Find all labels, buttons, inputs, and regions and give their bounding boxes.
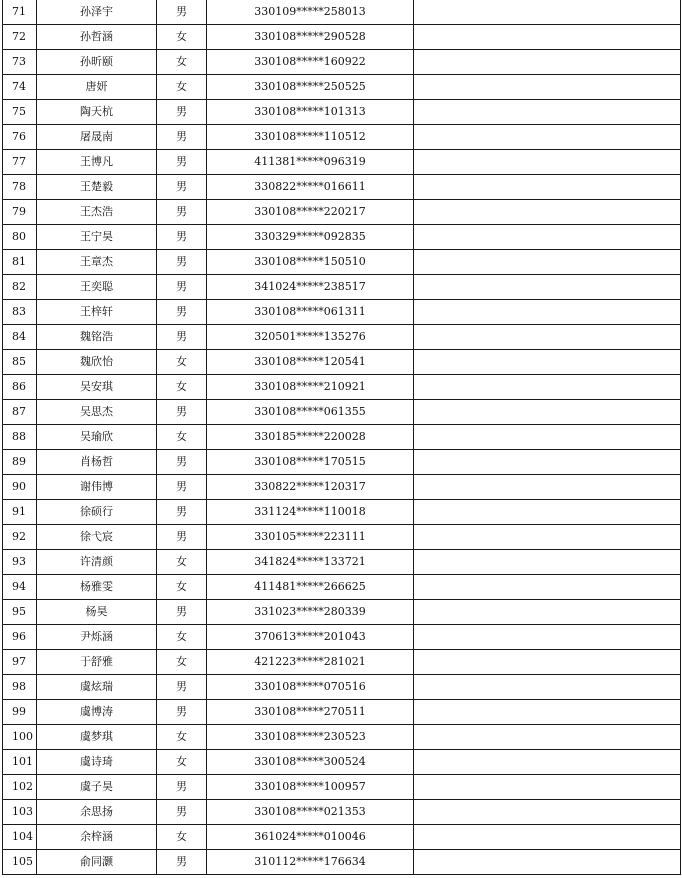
cell-remark — [414, 525, 681, 550]
cell-gender: 男 — [157, 125, 207, 150]
cell-id-number: 330108*****290528 — [207, 25, 414, 50]
roster-table-body — [3, 0, 681, 875]
cell-gender: 男 — [157, 675, 207, 700]
cell-name: 吴安琪 — [37, 375, 157, 400]
cell-number: 98 — [3, 675, 37, 700]
cell-id-number: 330329*****092835 — [207, 225, 414, 250]
cell-remark — [414, 775, 681, 800]
cell-id-number: 361024*****010046 — [207, 825, 414, 850]
table-row — [3, 375, 681, 400]
table-row — [3, 650, 681, 675]
table-row — [3, 400, 681, 425]
cell-remark — [414, 575, 681, 600]
cell-number: 73 — [3, 50, 37, 75]
cell-id-number: 330108*****250525 — [207, 75, 414, 100]
cell-gender: 女 — [157, 650, 207, 675]
cell-number: 93 — [3, 550, 37, 575]
table-row — [3, 100, 681, 125]
table-row — [3, 600, 681, 625]
cell-gender: 女 — [157, 625, 207, 650]
cell-number: 97 — [3, 650, 37, 675]
cell-id-number: 330108*****150510 — [207, 250, 414, 275]
cell-gender: 男 — [157, 600, 207, 625]
cell-gender: 男 — [157, 0, 207, 25]
table-row — [3, 250, 681, 275]
cell-name: 杨雅雯 — [37, 575, 157, 600]
cell-number: 76 — [3, 125, 37, 150]
cell-name: 魏欣怡 — [37, 350, 157, 375]
roster-table — [2, 0, 681, 875]
cell-id-number: 411481*****266625 — [207, 575, 414, 600]
table-row — [3, 725, 681, 750]
cell-gender: 女 — [157, 375, 207, 400]
cell-gender: 男 — [157, 225, 207, 250]
cell-number: 75 — [3, 100, 37, 125]
cell-remark — [414, 450, 681, 475]
cell-gender: 女 — [157, 425, 207, 450]
cell-number: 71 — [3, 0, 37, 25]
table-row — [3, 425, 681, 450]
table-row — [3, 550, 681, 575]
cell-id-number: 330109*****258013 — [207, 0, 414, 25]
cell-remark — [414, 0, 681, 25]
cell-number: 103 — [3, 800, 37, 825]
cell-id-number: 330822*****016611 — [207, 175, 414, 200]
cell-id-number: 330108*****120541 — [207, 350, 414, 375]
cell-remark — [414, 375, 681, 400]
cell-remark — [414, 500, 681, 525]
cell-remark — [414, 25, 681, 50]
cell-remark — [414, 150, 681, 175]
table-row — [3, 850, 681, 875]
cell-name: 吴思杰 — [37, 400, 157, 425]
cell-remark — [414, 725, 681, 750]
cell-number: 105 — [3, 850, 37, 875]
cell-remark — [414, 850, 681, 875]
cell-remark — [414, 600, 681, 625]
cell-name: 于舒雅 — [37, 650, 157, 675]
cell-name: 孙哲涵 — [37, 25, 157, 50]
cell-gender: 女 — [157, 75, 207, 100]
table-row — [3, 525, 681, 550]
cell-number: 85 — [3, 350, 37, 375]
cell-remark — [414, 200, 681, 225]
cell-id-number: 330108*****220217 — [207, 200, 414, 225]
cell-gender: 男 — [157, 500, 207, 525]
cell-id-number: 331023*****280339 — [207, 600, 414, 625]
cell-remark — [414, 550, 681, 575]
cell-remark — [414, 800, 681, 825]
cell-id-number: 330108*****270511 — [207, 700, 414, 725]
table-row — [3, 350, 681, 375]
cell-name: 虞博涛 — [37, 700, 157, 725]
cell-remark — [414, 475, 681, 500]
cell-id-number: 330108*****210921 — [207, 375, 414, 400]
cell-id-number: 330108*****070516 — [207, 675, 414, 700]
cell-remark — [414, 700, 681, 725]
cell-gender: 男 — [157, 100, 207, 125]
cell-id-number: 320501*****135276 — [207, 325, 414, 350]
cell-number: 102 — [3, 775, 37, 800]
cell-name: 王杰浩 — [37, 200, 157, 225]
cell-number: 90 — [3, 475, 37, 500]
table-row — [3, 25, 681, 50]
cell-name: 魏铭浩 — [37, 325, 157, 350]
cell-number: 91 — [3, 500, 37, 525]
table-row — [3, 825, 681, 850]
cell-id-number: 330185*****220028 — [207, 425, 414, 450]
cell-remark — [414, 400, 681, 425]
cell-gender: 男 — [157, 275, 207, 300]
cell-id-number: 331124*****110018 — [207, 500, 414, 525]
cell-id-number: 330108*****110512 — [207, 125, 414, 150]
cell-remark — [414, 75, 681, 100]
cell-gender: 女 — [157, 350, 207, 375]
cell-remark — [414, 675, 681, 700]
cell-id-number: 330108*****061311 — [207, 300, 414, 325]
cell-remark — [414, 225, 681, 250]
cell-gender: 男 — [157, 775, 207, 800]
cell-id-number: 330108*****100957 — [207, 775, 414, 800]
cell-name: 虞炫瑞 — [37, 675, 157, 700]
cell-id-number: 411381*****096319 — [207, 150, 414, 175]
cell-name: 王楚毅 — [37, 175, 157, 200]
cell-remark — [414, 650, 681, 675]
cell-number: 104 — [3, 825, 37, 850]
cell-name: 俞同灏 — [37, 850, 157, 875]
cell-remark — [414, 625, 681, 650]
cell-number: 95 — [3, 600, 37, 625]
cell-number: 79 — [3, 200, 37, 225]
table-row — [3, 675, 681, 700]
cell-number: 82 — [3, 275, 37, 300]
cell-remark — [414, 100, 681, 125]
cell-id-number: 310112*****176634 — [207, 850, 414, 875]
cell-name: 尹烁涵 — [37, 625, 157, 650]
table-row — [3, 275, 681, 300]
cell-name: 陶天杭 — [37, 100, 157, 125]
cell-name: 孙昕颐 — [37, 50, 157, 75]
cell-remark — [414, 275, 681, 300]
cell-remark — [414, 425, 681, 450]
cell-gender: 男 — [157, 450, 207, 475]
cell-number: 78 — [3, 175, 37, 200]
cell-name: 虞子昊 — [37, 775, 157, 800]
cell-number: 99 — [3, 700, 37, 725]
cell-id-number: 330822*****120317 — [207, 475, 414, 500]
table-row — [3, 75, 681, 100]
cell-id-number: 330108*****101313 — [207, 100, 414, 125]
cell-gender: 女 — [157, 550, 207, 575]
cell-remark — [414, 825, 681, 850]
cell-name: 孙泽宇 — [37, 0, 157, 25]
table-row — [3, 450, 681, 475]
cell-gender: 男 — [157, 300, 207, 325]
cell-remark — [414, 750, 681, 775]
cell-number: 84 — [3, 325, 37, 350]
cell-number: 88 — [3, 425, 37, 450]
cell-gender: 男 — [157, 150, 207, 175]
cell-id-number: 330108*****300524 — [207, 750, 414, 775]
cell-name: 王梓轩 — [37, 300, 157, 325]
cell-gender: 男 — [157, 525, 207, 550]
cell-name: 王奕聪 — [37, 275, 157, 300]
cell-gender: 男 — [157, 200, 207, 225]
cell-name: 吴瑜欣 — [37, 425, 157, 450]
cell-id-number: 330108*****021353 — [207, 800, 414, 825]
cell-id-number: 330108*****061355 — [207, 400, 414, 425]
cell-gender: 男 — [157, 800, 207, 825]
cell-number: 92 — [3, 525, 37, 550]
cell-gender: 女 — [157, 725, 207, 750]
table-row — [3, 800, 681, 825]
cell-name: 徐硕行 — [37, 500, 157, 525]
cell-number: 101 — [3, 750, 37, 775]
cell-id-number: 370613*****201043 — [207, 625, 414, 650]
cell-remark — [414, 125, 681, 150]
cell-gender: 男 — [157, 175, 207, 200]
cell-name: 肖杨哲 — [37, 450, 157, 475]
table-row — [3, 500, 681, 525]
cell-gender: 女 — [157, 750, 207, 775]
cell-number: 96 — [3, 625, 37, 650]
cell-gender: 女 — [157, 25, 207, 50]
cell-name: 王博凡 — [37, 150, 157, 175]
cell-remark — [414, 175, 681, 200]
cell-gender: 男 — [157, 400, 207, 425]
cell-name: 谢伟博 — [37, 475, 157, 500]
table-row — [3, 775, 681, 800]
cell-name: 虞梦琪 — [37, 725, 157, 750]
cell-name: 余梓涵 — [37, 825, 157, 850]
table-row — [3, 50, 681, 75]
table-row — [3, 300, 681, 325]
table-row — [3, 225, 681, 250]
cell-number: 77 — [3, 150, 37, 175]
cell-number: 83 — [3, 300, 37, 325]
cell-remark — [414, 250, 681, 275]
table-row — [3, 0, 681, 25]
cell-id-number: 421223*****281021 — [207, 650, 414, 675]
cell-gender: 女 — [157, 825, 207, 850]
table-row — [3, 150, 681, 175]
cell-number: 94 — [3, 575, 37, 600]
cell-number: 87 — [3, 400, 37, 425]
cell-gender: 女 — [157, 50, 207, 75]
cell-name: 杨昊 — [37, 600, 157, 625]
cell-gender: 男 — [157, 475, 207, 500]
cell-name: 唐妍 — [37, 75, 157, 100]
cell-remark — [414, 300, 681, 325]
table-row — [3, 200, 681, 225]
cell-number: 86 — [3, 375, 37, 400]
cell-number: 89 — [3, 450, 37, 475]
cell-name: 王章杰 — [37, 250, 157, 275]
table-row — [3, 625, 681, 650]
table-row — [3, 175, 681, 200]
cell-id-number: 341024*****238517 — [207, 275, 414, 300]
cell-id-number: 330108*****170515 — [207, 450, 414, 475]
cell-name: 徐弋宸 — [37, 525, 157, 550]
table-row — [3, 325, 681, 350]
cell-gender: 男 — [157, 325, 207, 350]
table-row — [3, 475, 681, 500]
cell-id-number: 330105*****223111 — [207, 525, 414, 550]
cell-name: 屠晟南 — [37, 125, 157, 150]
cell-name: 余思扬 — [37, 800, 157, 825]
cell-name: 虞诗琦 — [37, 750, 157, 775]
cell-gender: 男 — [157, 700, 207, 725]
cell-gender: 男 — [157, 250, 207, 275]
cell-number: 72 — [3, 25, 37, 50]
cell-id-number: 330108*****160922 — [207, 50, 414, 75]
cell-gender: 女 — [157, 575, 207, 600]
table-row — [3, 575, 681, 600]
cell-name: 许清颜 — [37, 550, 157, 575]
table-row — [3, 750, 681, 775]
cell-remark — [414, 325, 681, 350]
cell-remark — [414, 50, 681, 75]
cell-gender: 男 — [157, 850, 207, 875]
cell-id-number: 341824*****133721 — [207, 550, 414, 575]
cell-name: 王宁昊 — [37, 225, 157, 250]
table-row — [3, 125, 681, 150]
cell-remark — [414, 350, 681, 375]
cell-id-number: 330108*****230523 — [207, 725, 414, 750]
cell-number: 74 — [3, 75, 37, 100]
cell-number: 80 — [3, 225, 37, 250]
cell-number: 81 — [3, 250, 37, 275]
table-row — [3, 700, 681, 725]
cell-number: 100 — [3, 725, 37, 750]
